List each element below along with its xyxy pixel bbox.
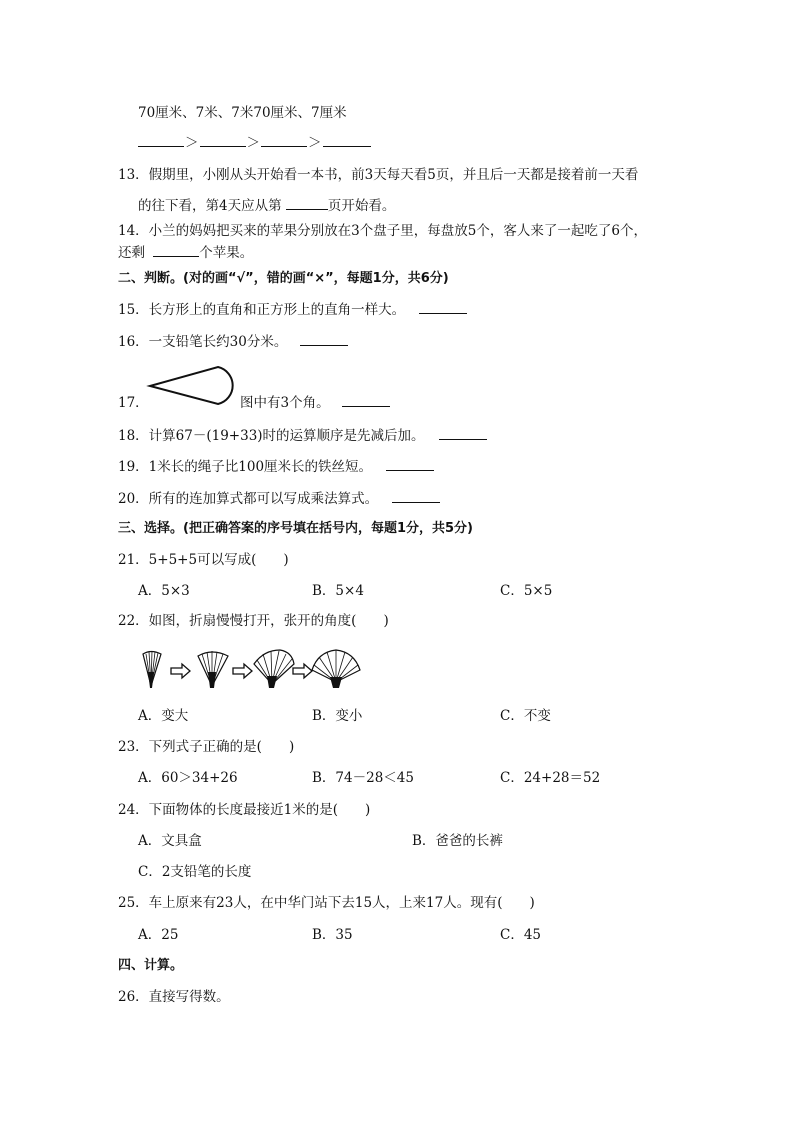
folding-fan-icon (143, 651, 161, 688)
section-4-heading: 四、计算。 (118, 958, 184, 973)
q23-option-a[interactable]: A．60＞34+26 (138, 770, 238, 786)
answer-blank[interactable] (261, 134, 307, 147)
answer-blank[interactable] (200, 134, 246, 147)
q22-stem: 22．如图，折扇慢慢打开，张开的角度( ) (118, 613, 389, 629)
q12-items: 70厘米、7米、7米70厘米、7厘米 (138, 105, 347, 121)
q13-line2: 的往下看，第4天应从第 页开始看。 (138, 198, 396, 214)
right-arrow-icon (293, 664, 312, 678)
q21-option-c[interactable]: C．5×5 (500, 583, 553, 599)
q14-line2: 还剩 个苹果。 (118, 245, 254, 261)
q17-number: 17． (118, 395, 149, 411)
folding-fan-icon (198, 651, 228, 688)
q25-option-c[interactable]: C．45 (500, 927, 542, 943)
q17-text: 图中有3个角。 (240, 394, 390, 412)
greater-than-sign: ＞ (308, 135, 322, 151)
answer-blank[interactable] (392, 490, 440, 503)
q24-option-c[interactable]: C．2支铅笔的长度 (138, 864, 252, 880)
answer-blank[interactable] (300, 333, 348, 346)
answer-blank[interactable] (342, 394, 390, 407)
q21-option-a[interactable]: A．5×3 (138, 583, 190, 599)
q13-line1: 13．假期里，小刚从头开始看一本书，前3天每天看5页，并且后一天都是接着前一天看 (118, 167, 639, 183)
q22-option-c[interactable]: C．不变 (500, 708, 551, 724)
q20: 20．所有的连加算式都可以写成乘法算式。 (118, 490, 440, 508)
answer-blank[interactable] (439, 427, 487, 440)
answer-blank[interactable] (138, 134, 184, 147)
folding-fan-icon (254, 650, 294, 688)
q23-stem: 23．下列式子正确的是( ) (118, 739, 295, 755)
q22-option-a[interactable]: A．变大 (138, 708, 189, 724)
q21-option-b[interactable]: B．5×4 (312, 583, 364, 599)
answer-blank[interactable] (286, 197, 328, 210)
q24-stem: 24．下面物体的长度最接近1米的是( ) (118, 802, 371, 818)
q12-order-blanks (138, 134, 371, 152)
answer-blank[interactable] (153, 244, 199, 257)
fan-opening-figure (138, 646, 368, 692)
cone-shape-figure (148, 364, 240, 406)
q25-stem: 25．车上原来有23人，在中华门站下去15人，上来17人。现有( ) (118, 895, 535, 911)
q24-option-a[interactable]: A．文具盒 (138, 833, 202, 849)
section-3-heading: 三、选择。(把正确答案的序号填在括号内，每题1分，共5分) (118, 521, 473, 536)
right-arrow-icon (233, 664, 252, 678)
q18: 18．计算67－(19+33)时的运算顺序是先减后加。 (118, 427, 487, 445)
q25-option-b[interactable]: B．35 (312, 927, 353, 943)
q14-line1: 14．小兰的妈妈把买来的苹果分别放在3个盘子里，每盘放5个，客人来了一起吃了6个， (118, 223, 647, 239)
q16: 16．一支铅笔长约30分米。 (118, 333, 348, 351)
answer-blank[interactable] (323, 134, 371, 147)
q19: 19．1米长的绳子比100厘米长的铁丝短。 (118, 458, 434, 476)
answer-blank[interactable] (386, 458, 434, 471)
q21-stem: 21．5+5+5可以写成( ) (118, 552, 289, 568)
q26-stem: 26．直接写得数。 (118, 989, 230, 1005)
q15: 15．长方形上的直角和正方形上的直角一样大。 (118, 301, 467, 319)
section-2-heading: 二、判断。(对的画“√”，错的画“×”，每题1分，共6分) (118, 271, 449, 286)
q24-option-b[interactable]: B．爸爸的长裤 (412, 833, 503, 849)
folding-fan-icon (312, 650, 360, 688)
q23-option-c[interactable]: C．24+28＝52 (500, 770, 601, 786)
greater-than-sign: ＞ (185, 135, 199, 151)
q25-option-a[interactable]: A．25 (138, 927, 179, 943)
right-arrow-icon (171, 664, 190, 678)
answer-blank[interactable] (419, 301, 467, 314)
q23-option-b[interactable]: B．74－28＜45 (312, 770, 414, 786)
q22-option-b[interactable]: B．变小 (312, 708, 363, 724)
greater-than-sign: ＞ (246, 135, 260, 151)
